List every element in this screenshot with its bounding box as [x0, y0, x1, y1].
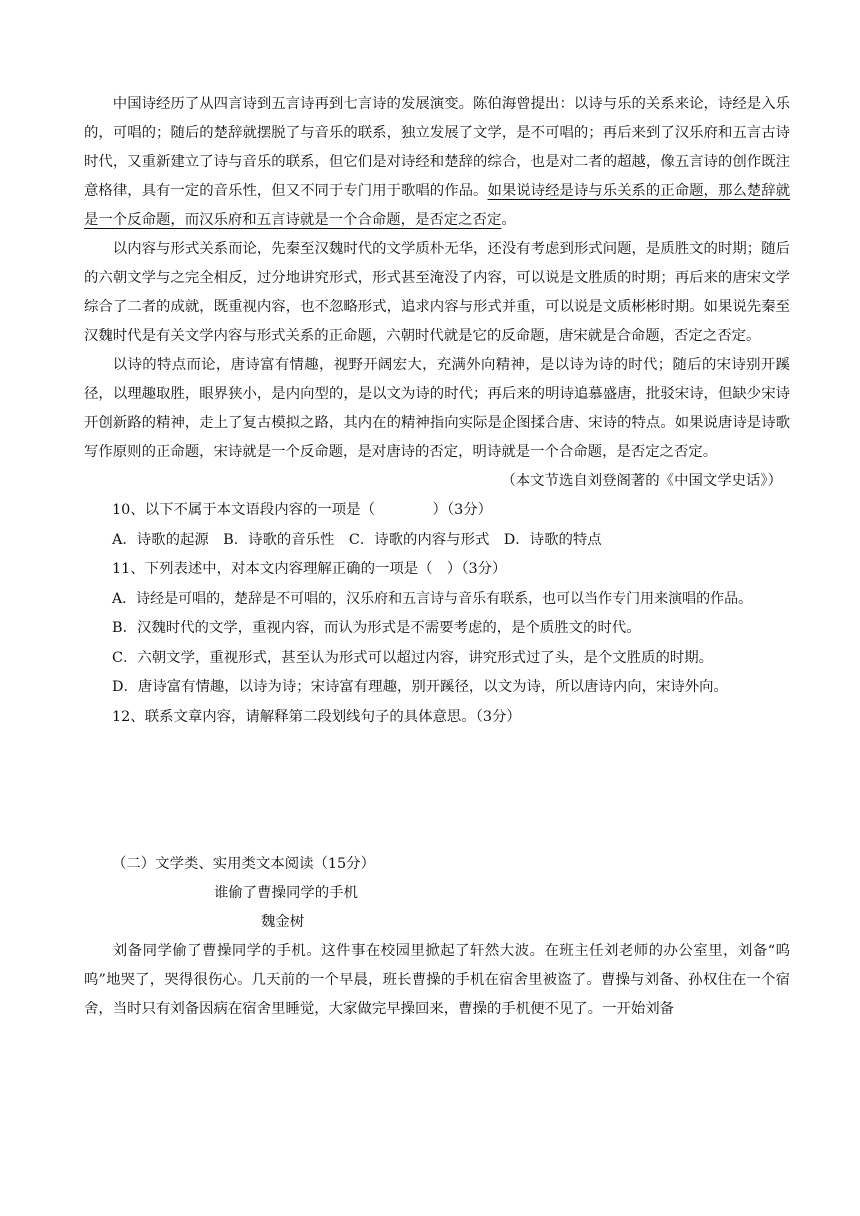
passage-paragraph-1 — [84, 90, 790, 235]
article-author: 魏金树 — [261, 914, 305, 930]
question-11-option-d: D．唐诗富有情趣，以诗为诗；宋诗富有理趣，别开蹊径，以文为诗，所以唐诗内向，宋诗外向。 — [112, 679, 728, 695]
question-11: 11、下列表述中，对本文内容理解正确的一项是（ ）（3分） — [112, 561, 507, 577]
question-10: 10、以下不属于本文语段内容的一项是（ ）（3分） — [112, 502, 493, 518]
underlined-sentence: 如果说诗经是诗与乐关系的正命题，那么楚辞就是一个反命题，而汉乐府和五言诗就是一个合命题，是否定之否定 — [84, 183, 790, 228]
section-heading: （二）文学类、实用类文本阅读（15分） — [112, 856, 375, 872]
document-page — [84, 90, 790, 1024]
question-11-option-b: B．汉魏时代的文学，重视内容，而认为形式是不需要考虑的，是个质胜文的时代。 — [112, 620, 641, 636]
story-paragraph: 刘备同学偷了曹操同学的手机。这件事在校园里掀起了轩然大波。在班主任刘老师的办公室里，刘备“呜呜”地哭了，哭得很伤心。几天前的一个早晨，班长曹操的手机在宿舍里被盗了。曹操与刘备、孙权住在一个宿舍，当时只有刘备因病在宿舍里睡觉，大家做完早操回来，曹操的手机便不见了。一开始刘备 — [84, 943, 790, 1017]
question-10-options: A．诗歌的起源 B．诗歌的音乐性 C．诗歌的内容与形式 D．诗歌的特点 — [112, 531, 602, 548]
question-11-option-c: C．六朝文学，重视形式，甚至认为形式可以超过内容，讲究形式过了头，是个文胜质的时期。 — [112, 649, 714, 666]
paragraph-1-end: 。 — [501, 212, 516, 228]
question-12: 12、联系文章内容，请解释第二段划线句子的具体意思。（3分） — [112, 708, 521, 725]
question-11-option-a: A．诗经是可唱的，楚辞是不可唱的，汉乐府和五言诗与音乐有联系，也可以当作专门用来演唱的作品。 — [112, 590, 753, 607]
article-title: 谁偷了曹操同学的手机 — [214, 885, 358, 901]
passage-source: （本文节选自刘登阁著的《中国文学史话》） — [501, 473, 782, 489]
passage-paragraph-2: 以内容与形式关系而论，先秦至汉魏时代的文学质朴无华，还没有考虑到形式问题，是质胜文的时期；随后的六朝文学与之完全相反，过分地讲究形式，形式甚至淹没了内容，可以说是文胜质的时期；再后来的唐宋文学综合了二者的成就，既重视内容，也不忽略形式，追求内容与形式并重，可以说是文质彬彬时期。如果说先秦至汉魏时代是有关文学内容与形式关系的正命题，六朝时代就是它的反命题，唐宋就是合命题，否定之否定。 — [84, 241, 790, 344]
passage-paragraph-3: 以诗的特点而论，唐诗富有情趣，视野开阔宏大，充满外向精神，是以诗为诗的时代；随后的宋诗别开蹊径，以理趣取胜，眼界狭小，是内向型的，是以文为诗的时代；再后来的明诗追慕盛唐，批驳宋诗，但缺少宋诗开创新路的精神，走上了复古模拟之路，其内在的精神指向实际是企图揉合唐、宋诗的特点。如果说唐诗是诗歌写作原则的正命题，宋诗就是一个反命题，是对唐诗的否定，明诗就是一个合命题，是否定之否定。 — [84, 357, 790, 460]
answer-space — [84, 732, 790, 850]
paragraph-1-text: 中国诗经历了从四言诗到五言诗再到七言诗的发展演变。陈伯海曾提出：以诗与乐的关系来论，诗经是入乐的，可唱的；随后的楚辞就摆脱了与音乐的联系，独立发展了文学，是不可唱的；再后来到了汉乐府和五言古诗时代，又重新建立了诗与音乐的联系，但它们是对诗经和楚辞的综合，也是对二者的超越，像五言诗的创作既注意格律，具有一定的音乐性，但又不同于专门用于歌唱的作品。 — [84, 96, 790, 199]
